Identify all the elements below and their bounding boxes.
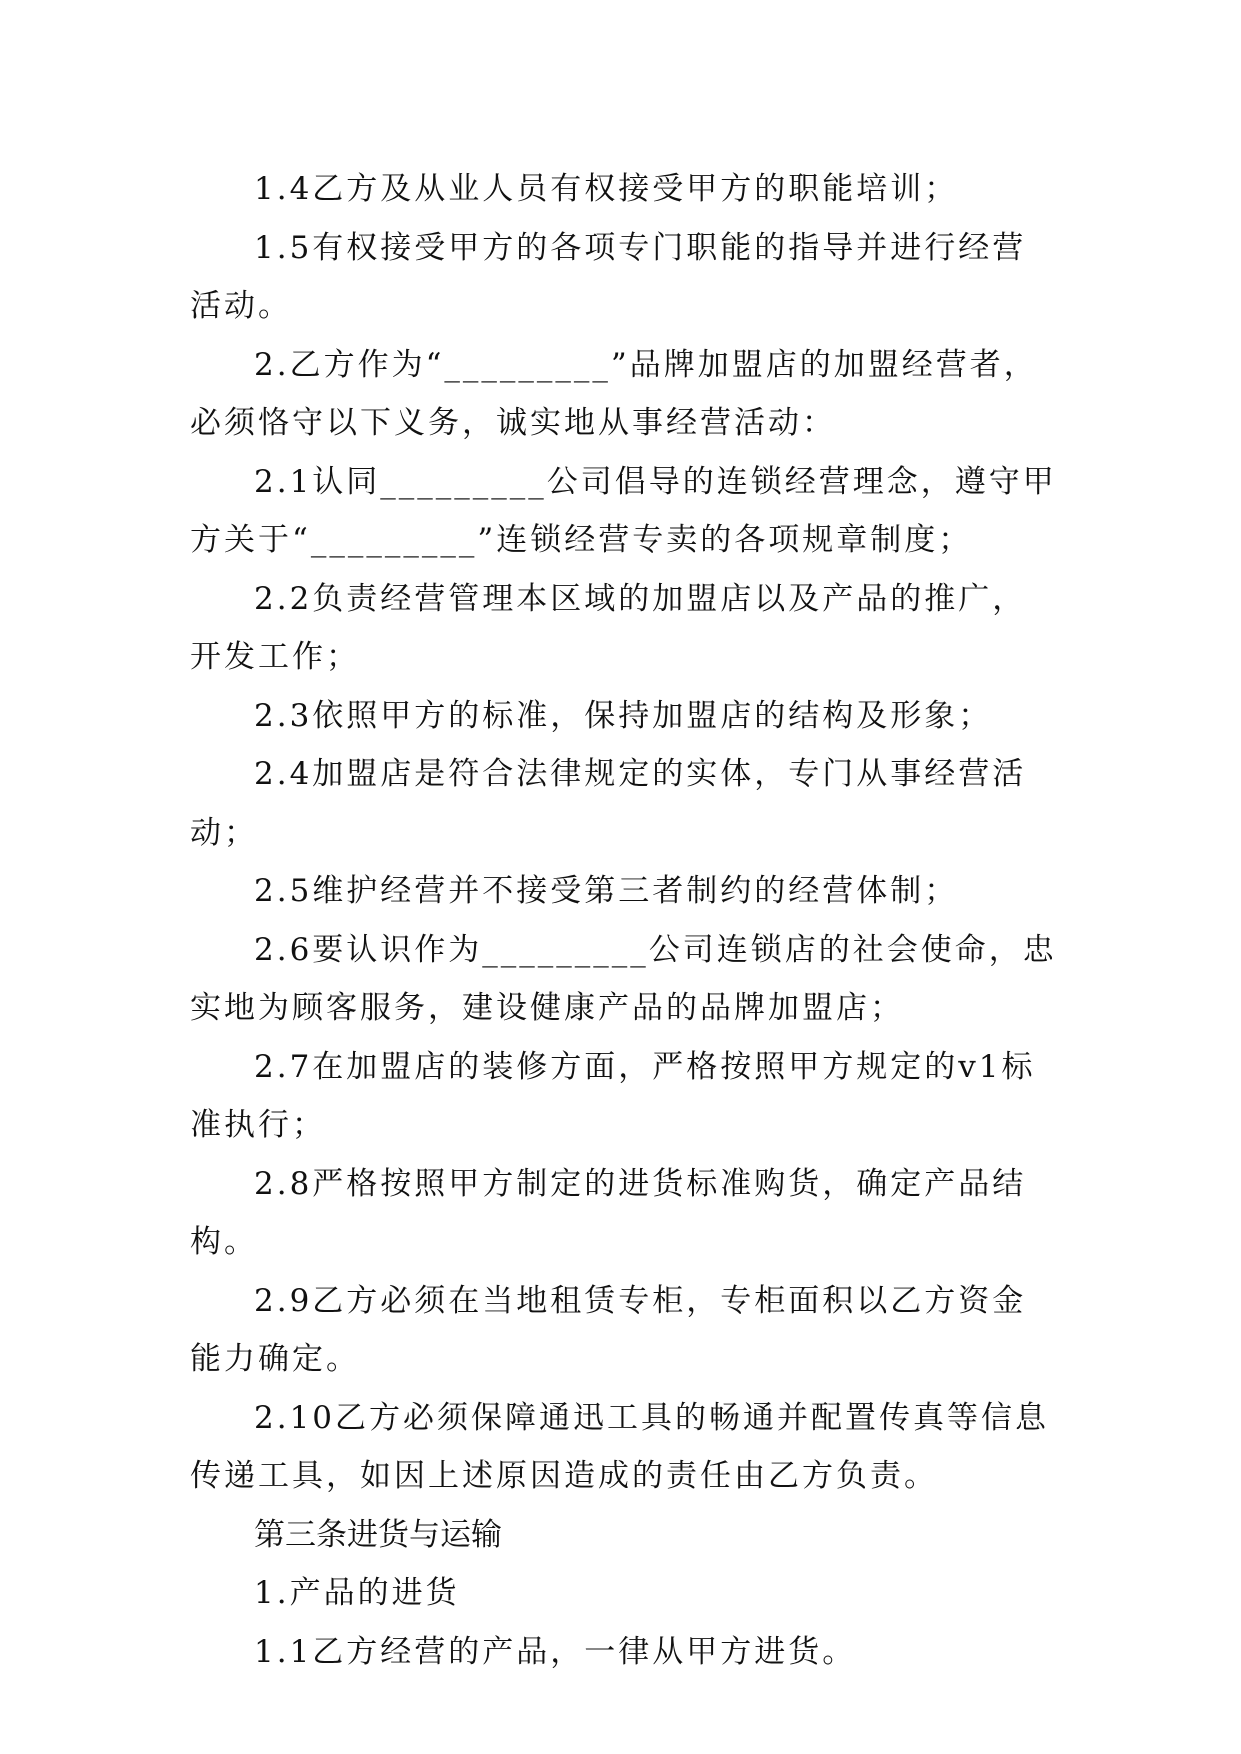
paragraph-2-2: 2.2负责经营管理本区域的加盟店以及产品的推广，开发工作； [190,580,1027,675]
paragraph-2-7: 2.7在加盟店的装修方面，严格按照甲方规定的v1标准执行； [190,1048,1036,1143]
paragraph-2-1: 2.1认同_________公司倡导的连锁经营理念，遵守甲方关于“_________”连锁经营专卖的各项规章制度； [190,463,1057,558]
paragraph-2: 2.乙方作为“_________”品牌加盟店的加盟经营者，必须恪守以下义务，诚实地从事经营活动： [190,346,1038,441]
paragraph-1-4: 1.4乙方及从业人员有权接受甲方的职能培训； [254,171,959,207]
section-heading: 第三条进货与运输 [254,1516,502,1553]
paragraph-3-1: 1.产品的进货 [254,1575,460,1611]
document-body [190,160,1060,1681]
paragraph-2-3: 2.3依照甲方的标准，保持加盟店的结构及形象； [254,697,993,734]
paragraph-2-6: 2.6要认识作为_________公司连锁店的社会使命，忠实地为顾客服务，建设健康产品的品牌加盟店； [190,931,1057,1026]
paragraph-2-9: 2.9乙方必须在当地租赁专柜，专柜面积以乙方资金能力确定。 [190,1282,1027,1377]
paragraph-2-5: 2.5维护经营并不接受第三者制约的经营体制； [254,873,959,909]
paragraph-2-8: 2.8严格按照甲方制定的进货标准购货，确定产品结构。 [190,1165,1027,1260]
paragraph-2-10: 2.10乙方必须保障通迅工具的畅通并配置传真等信息传递工具，如因上述原因造成的责任由乙方负责。 [190,1399,1050,1494]
paragraph-3-1-1: 1.1乙方经营的产品，一律从甲方进货。 [254,1633,857,1670]
paragraph-2-4: 2.4加盟店是符合法律规定的实体，专门从事经营活动； [190,756,1027,851]
paragraph-1-5: 1.5有权接受甲方的各项专门职能的指导并进行经营活动。 [190,229,1027,324]
